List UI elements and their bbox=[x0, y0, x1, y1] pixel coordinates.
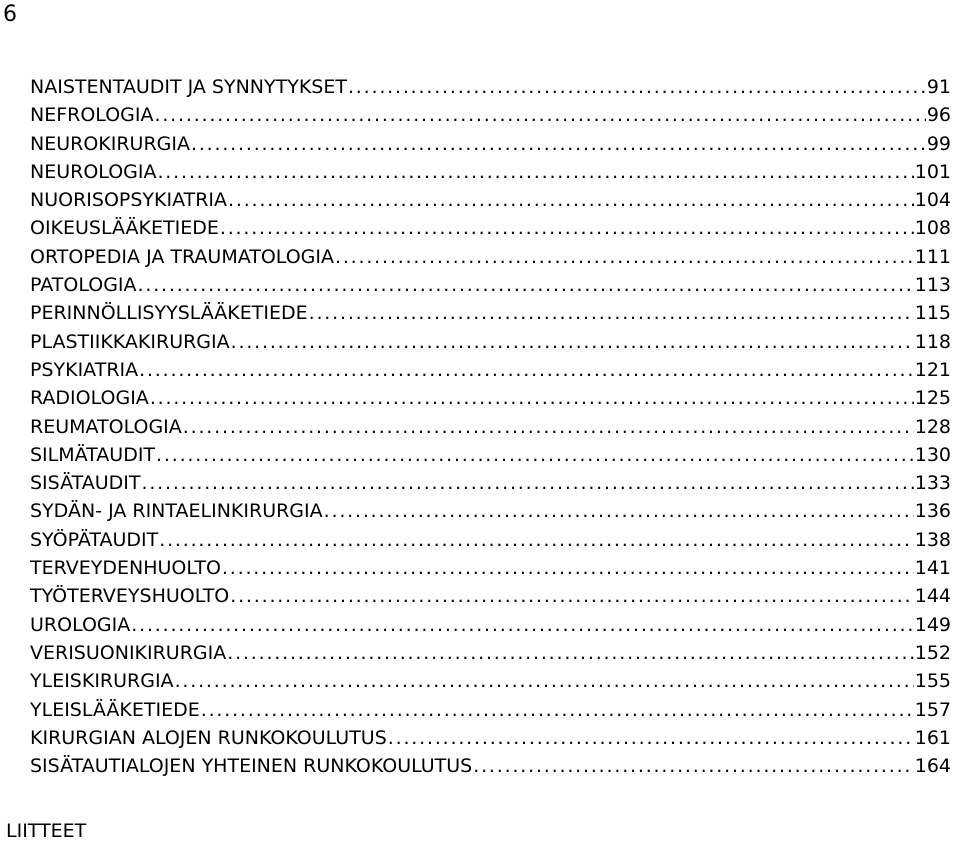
toc-leader-dots bbox=[473, 752, 913, 780]
page-number: 6 bbox=[3, 2, 17, 27]
toc-leader-dots bbox=[324, 497, 914, 525]
toc-entry-page: 118 bbox=[914, 330, 951, 353]
toc-entry-page: 161 bbox=[914, 726, 951, 749]
toc-entry[interactable] bbox=[30, 554, 951, 582]
toc-entry[interactable] bbox=[30, 243, 951, 271]
toc-leader-dots bbox=[155, 101, 926, 129]
toc-entry-title: KIRURGIAN ALOJEN RUNKOKOULUTUS bbox=[30, 726, 387, 749]
toc-entry[interactable] bbox=[30, 639, 951, 667]
toc-entry[interactable] bbox=[30, 101, 951, 129]
toc-entry-page: 99 bbox=[926, 132, 951, 155]
table-of-contents bbox=[30, 73, 951, 780]
toc-entry-title: PSYKIATRIA bbox=[30, 358, 139, 381]
toc-leader-dots bbox=[230, 582, 913, 610]
toc-entry-page: 101 bbox=[914, 160, 951, 183]
toc-entry[interactable] bbox=[30, 667, 951, 695]
toc-leader-dots bbox=[348, 73, 926, 101]
toc-entry-page: 104 bbox=[914, 189, 951, 212]
toc-entry[interactable] bbox=[30, 752, 951, 780]
appendix-heading: LIITTEET bbox=[6, 820, 87, 842]
toc-entry-title: PATOLOGIA bbox=[30, 274, 137, 297]
toc-entry[interactable] bbox=[30, 582, 951, 610]
toc-entry-page: 111 bbox=[914, 245, 951, 268]
toc-entry[interactable] bbox=[30, 469, 951, 497]
toc-entry[interactable] bbox=[30, 356, 951, 384]
toc-leader-dots bbox=[228, 186, 914, 214]
toc-entry[interactable] bbox=[30, 696, 951, 724]
toc-entry-page: 149 bbox=[914, 613, 951, 636]
toc-leader-dots bbox=[141, 469, 913, 497]
toc-entry[interactable] bbox=[30, 158, 951, 186]
toc-entry[interactable] bbox=[30, 299, 951, 327]
toc-entry-page: 121 bbox=[914, 358, 951, 381]
toc-entry-page: 115 bbox=[914, 302, 951, 325]
toc-entry-page: 96 bbox=[926, 104, 951, 127]
toc-entry-title: NAISTENTAUDIT JA SYNNYTYKSET bbox=[30, 76, 347, 98]
toc-leader-dots bbox=[335, 243, 914, 271]
toc-leader-dots bbox=[191, 130, 926, 158]
toc-entry-title: VERISUONIKIRURGIA bbox=[30, 641, 227, 664]
toc-leader-dots bbox=[201, 696, 914, 724]
toc-entry-page: 138 bbox=[914, 528, 951, 551]
toc-entry-page: 141 bbox=[914, 557, 951, 580]
toc-leader-dots bbox=[183, 413, 914, 441]
toc-leader-dots bbox=[157, 158, 913, 186]
toc-entry-title: TERVEYDENHUOLTO bbox=[30, 557, 221, 580]
toc-entry[interactable] bbox=[30, 611, 951, 639]
toc-entry-title: SYÖPÄTAUDIT bbox=[30, 528, 159, 551]
toc-entry-title: NEUROLOGIA bbox=[30, 160, 157, 183]
toc-entry-page: 136 bbox=[914, 500, 951, 523]
toc-leader-dots bbox=[227, 639, 913, 667]
toc-entry-page: 125 bbox=[914, 387, 951, 410]
toc-entry-page: 108 bbox=[914, 217, 951, 240]
toc-entry-title: SILMÄTAUDIT bbox=[30, 443, 156, 466]
toc-leader-dots bbox=[139, 356, 914, 384]
toc-entry-title: YLEISLÄÄKETIEDE bbox=[30, 698, 200, 721]
toc-entry-title: REUMATOLOGIA bbox=[30, 415, 182, 438]
toc-entry-title: SISÄTAUDIT bbox=[30, 472, 141, 495]
toc-leader-dots bbox=[388, 724, 914, 752]
toc-entry[interactable] bbox=[30, 271, 951, 299]
toc-leader-dots bbox=[138, 271, 914, 299]
toc-entry[interactable] bbox=[30, 413, 951, 441]
toc-entry[interactable] bbox=[30, 214, 951, 242]
toc-entry[interactable] bbox=[30, 526, 951, 554]
toc-entry-page: 164 bbox=[914, 755, 951, 778]
toc-entry[interactable] bbox=[30, 328, 951, 356]
toc-entry-page: 152 bbox=[914, 641, 951, 664]
toc-entry-page: 128 bbox=[914, 415, 951, 438]
toc-entry-title: NEFROLOGIA bbox=[30, 104, 154, 127]
toc-entry-page: 155 bbox=[914, 670, 951, 693]
toc-leader-dots bbox=[309, 299, 914, 327]
toc-entry[interactable] bbox=[30, 384, 951, 412]
toc-entry-title: SYDÄN- JA RINTAELINKIRURGIA bbox=[30, 500, 323, 523]
toc-leader-dots bbox=[131, 611, 913, 639]
toc-entry-page: 157 bbox=[914, 698, 951, 721]
toc-entry[interactable] bbox=[30, 130, 951, 158]
toc-entry-page: 91 bbox=[926, 76, 951, 98]
toc-entry[interactable] bbox=[30, 497, 951, 525]
toc-entry-page: 133 bbox=[914, 472, 951, 495]
toc-leader-dots bbox=[175, 667, 914, 695]
toc-entry[interactable] bbox=[30, 441, 951, 469]
toc-entry[interactable] bbox=[30, 186, 951, 214]
toc-entry-page: 113 bbox=[914, 274, 951, 297]
toc-entry-title: PERINNÖLLISYYSLÄÄKETIEDE bbox=[30, 302, 308, 325]
toc-entry-title: RADIOLOGIA bbox=[30, 387, 149, 410]
toc-leader-dots bbox=[220, 214, 914, 242]
toc-entry-title: UROLOGIA bbox=[30, 613, 131, 636]
toc-entry-title: TYÖTERVEYSHUOLTO bbox=[30, 585, 230, 608]
toc-entry-title: SISÄTAUTIALOJEN YHTEINEN RUNKOKOULUTUS bbox=[30, 755, 473, 778]
toc-leader-dots bbox=[222, 554, 914, 582]
toc-entry-title: NUORISOPSYKIATRIA bbox=[30, 189, 228, 212]
toc-leader-dots bbox=[156, 441, 914, 469]
toc-entry-title: YLEISKIRURGIA bbox=[30, 670, 174, 693]
toc-entry-title: ORTOPEDIA JA TRAUMATOLOGIA bbox=[30, 245, 334, 268]
toc-entry[interactable] bbox=[30, 73, 951, 101]
toc-entry[interactable] bbox=[30, 724, 951, 752]
toc-leader-dots bbox=[150, 384, 914, 412]
toc-entry-title: OIKEUSLÄÄKETIEDE bbox=[30, 217, 219, 240]
toc-entry-title: PLASTIIKKAKIRURGIA bbox=[30, 330, 230, 353]
toc-entry-page: 130 bbox=[914, 443, 951, 466]
toc-leader-dots bbox=[159, 526, 914, 554]
toc-entry-title: NEUROKIRURGIA bbox=[30, 132, 190, 155]
toc-leader-dots bbox=[231, 328, 914, 356]
toc-entry-page: 144 bbox=[914, 585, 951, 608]
